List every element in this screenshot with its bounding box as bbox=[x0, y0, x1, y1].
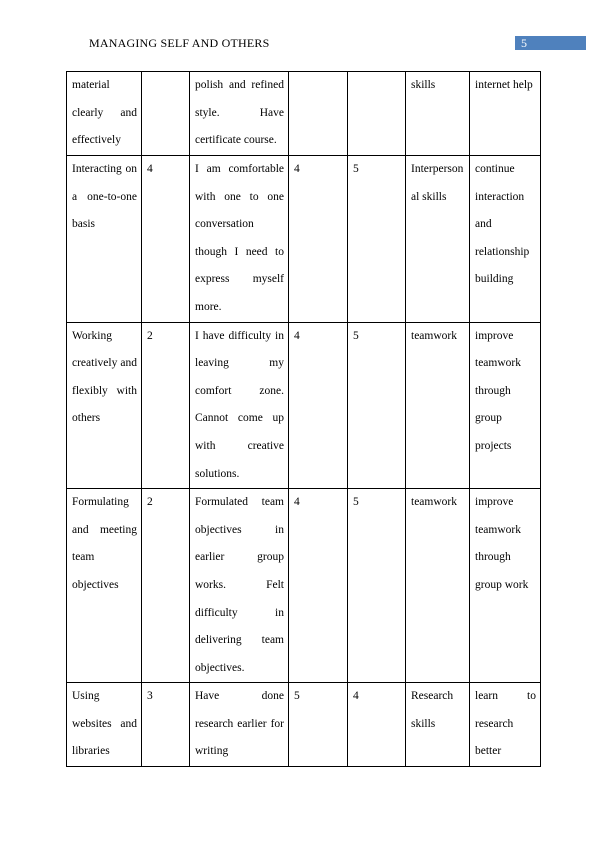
running-header-title: MANAGING SELF AND OTHERS bbox=[89, 36, 270, 50]
priority-cell: 5 bbox=[348, 322, 406, 489]
skill-area-cell: Working creatively and flexibly with others bbox=[67, 322, 142, 489]
comment-cell: I have difficulty in leaving my comfort zone. Cannot come up with creative solutions. bbox=[190, 322, 289, 489]
skill-area-cell: material clearly and effectively bbox=[67, 72, 142, 156]
skill-type-cell: Interpersonal skills bbox=[406, 156, 470, 323]
comment-cell: Have done research earlier for writing bbox=[190, 683, 289, 767]
skill-type-cell: Research skills bbox=[406, 683, 470, 767]
action-plan-cell: internet help bbox=[470, 72, 541, 156]
comment-cell: I am comfortable with one to one conversation though I need to express myself more. bbox=[190, 156, 289, 323]
target-rating-cell: 4 bbox=[289, 156, 348, 323]
target-rating-cell: 4 bbox=[289, 489, 348, 683]
comment-cell: Formulated team objectives in earlier group works. Felt difficulty in delivering team objectives. bbox=[190, 489, 289, 683]
current-rating-cell bbox=[142, 72, 190, 156]
page-number: 5 bbox=[515, 36, 586, 50]
current-rating-cell: 4 bbox=[142, 156, 190, 323]
current-rating-cell: 2 bbox=[142, 489, 190, 683]
action-plan-cell: improve teamwork through group projects bbox=[470, 322, 541, 489]
priority-cell bbox=[348, 72, 406, 156]
table-row bbox=[67, 489, 541, 683]
priority-cell: 5 bbox=[348, 156, 406, 323]
target-rating-cell: 4 bbox=[289, 322, 348, 489]
table-row bbox=[67, 322, 541, 489]
action-plan-cell: improve teamwork through group work bbox=[470, 489, 541, 683]
skill-area-cell: Formulating and meeting team objectives bbox=[67, 489, 142, 683]
action-plan-cell: learn to research better bbox=[470, 683, 541, 767]
skills-assessment-table bbox=[66, 71, 541, 767]
table-row bbox=[67, 683, 541, 767]
skill-type-cell: teamwork bbox=[406, 489, 470, 683]
action-plan-cell: continue interaction and relationship building bbox=[470, 156, 541, 323]
skill-area-cell: Using websites and libraries bbox=[67, 683, 142, 767]
skill-area-cell: Interacting on a one-to-one basis bbox=[67, 156, 142, 323]
current-rating-cell: 2 bbox=[142, 322, 190, 489]
priority-cell: 5 bbox=[348, 489, 406, 683]
target-rating-cell bbox=[289, 72, 348, 156]
table-row bbox=[67, 72, 541, 156]
skill-type-cell: skills bbox=[406, 72, 470, 156]
target-rating-cell: 5 bbox=[289, 683, 348, 767]
table-row bbox=[67, 156, 541, 323]
current-rating-cell: 3 bbox=[142, 683, 190, 767]
skill-type-cell: teamwork bbox=[406, 322, 470, 489]
priority-cell: 4 bbox=[348, 683, 406, 767]
comment-cell: polish and refined style. Have certificate course. bbox=[190, 72, 289, 156]
